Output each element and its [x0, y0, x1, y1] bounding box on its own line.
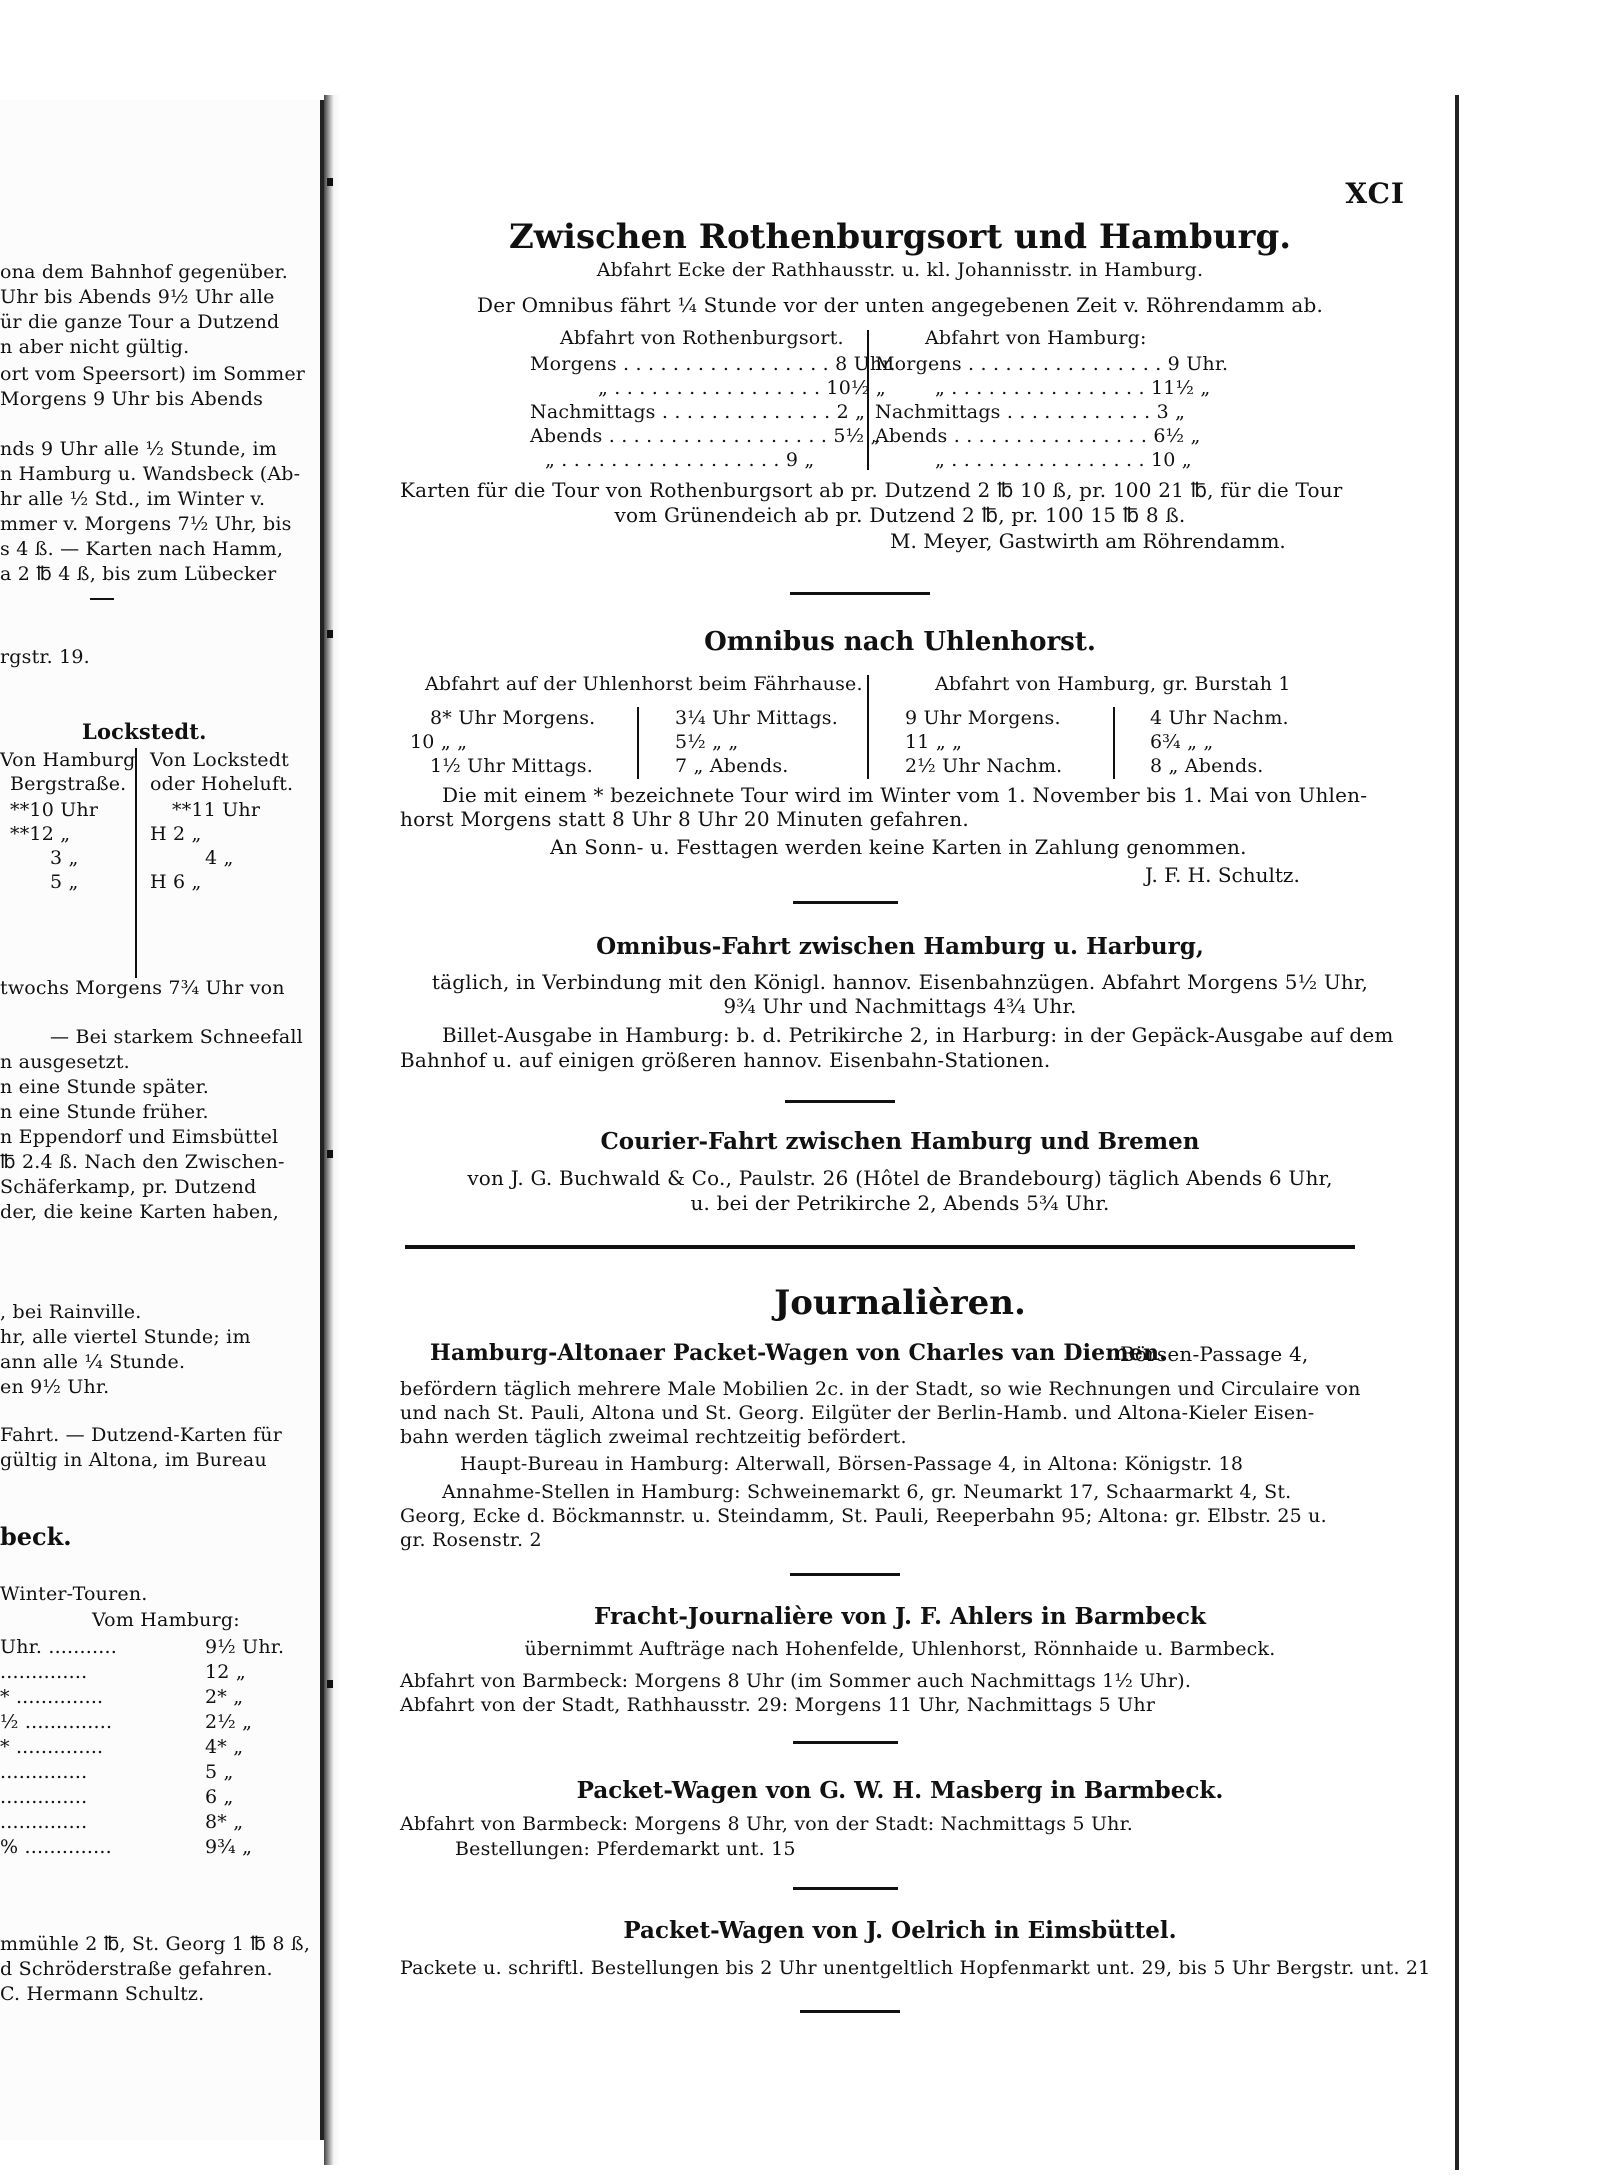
section-rule: [793, 1887, 898, 1890]
left-tick: [90, 598, 114, 600]
body-line: Georg, Ecke d. Böckmannstr. u. Steindamm, St. Pauli, Reeperbahn 95; Altona: gr. Elbstr. 25 u.: [400, 1505, 1327, 1527]
note-line: Die mit einem * bezeichnete Tour wird im Winter vom 1. November bis 1. Mai von Uhlen-: [442, 783, 1368, 807]
barmbeck-row: ..............: [0, 1661, 88, 1683]
schedule-row: 7 „ Abends.: [675, 755, 789, 777]
schedule-row: 4 Uhr Nachm.: [1150, 707, 1289, 729]
barmbeck-row: % ..............: [0, 1836, 112, 1858]
lockstedt-row: **11 Uhr: [172, 799, 261, 821]
spine-mark: [327, 1680, 333, 1688]
left-line: mmer v. Morgens 7½ Uhr, bis: [0, 513, 292, 535]
schedule-row: 11 „ „: [905, 731, 963, 753]
body-line: u. bei der Petrikirche 2, Abends 5¾ Uhr.: [690, 1191, 1110, 1215]
lockstedt-head-right: oder Hoheluft.: [150, 773, 294, 795]
lockstedt-head-left: Bergstraße.: [10, 773, 127, 795]
body-line: Annahme-Stellen in Hamburg: Schweinemarkt 6, gr. Neumarkt 17, Schaarmarkt 4, St.: [442, 1481, 1292, 1503]
barmbeck-row: Uhr. ...........: [0, 1636, 117, 1658]
barmbeck-row: ½ ..............: [0, 1711, 113, 1733]
section-rule: [785, 1100, 895, 1103]
schedule-head-right: Abfahrt von Hamburg, gr. Burstah 1: [935, 673, 1291, 695]
schedule-row: Morgens . . . . . . . . . . . . . . . . . 8 Uhr.: [530, 353, 896, 375]
left-line: mmühle 2 ℔, St. Georg 1 ℔ 8 ß,: [0, 1933, 311, 1955]
barmbeck-row-value: 6 „: [205, 1786, 234, 1808]
note-line: An Sonn- u. Festtagen werden keine Karten in Zahlung genommen.: [550, 835, 1247, 859]
barmbeck-row-value: 12 „: [205, 1661, 246, 1683]
barmbeck-row-value: 5 „: [205, 1761, 234, 1783]
left-line: — Bei starkem Schneefall: [50, 1026, 303, 1048]
barmbeck-title: beck.: [0, 1522, 72, 1551]
major-rule: [405, 1245, 1355, 1249]
section-subtitle: Abfahrt Ecke der Rathhausstr. u. kl. Johannisstr. in Hamburg.: [596, 259, 1204, 281]
left-line: nds 9 Uhr alle ½ Stunde, im: [0, 438, 278, 460]
barmbeck-row-value: 2½ „: [205, 1711, 253, 1733]
book-gutter: [324, 95, 340, 2165]
schedule-row: 3¼ Uhr Mittags.: [675, 707, 838, 729]
schedule-head-left: Abfahrt von Rothenburgsort.: [560, 327, 844, 349]
schedule-row: 5½ „ „: [675, 731, 739, 753]
subsection-title: Hamburg-Altonaer Packet-Wagen von Charles van Diemen.: [430, 1340, 1168, 1366]
body-line: Haupt-Bureau in Hamburg: Alterwall, Börsen-Passage 4, in Altona: Königstr. 18: [460, 1453, 1244, 1475]
barmbeck-row: ..............: [0, 1811, 88, 1833]
body-line: gr. Rosenstr. 2: [400, 1529, 542, 1551]
left-line: Uhr bis Abends 9½ Uhr alle: [0, 286, 275, 308]
lockstedt-row: H 2 „: [150, 823, 202, 845]
lockstedt-row: **10 Uhr: [10, 799, 99, 821]
spine-mark: [327, 178, 333, 186]
schedule-row: Abends . . . . . . . . . . . . . . . . . . 5½ „: [530, 425, 881, 447]
left-line: der, die keine Karten haben,: [0, 1201, 279, 1223]
section-rule: [790, 592, 930, 595]
schedule-row: 6¾ „ „: [1150, 731, 1214, 753]
schedule-row: Nachmittags . . . . . . . . . . . . . . 2 „: [530, 401, 866, 423]
body-line: von J. G. Buchwald & Co., Paulstr. 26 (Hôtel de Brandebourg) täglich Abends 6 Uhr,: [467, 1166, 1333, 1190]
schedule-row: „ . . . . . . . . . . . . . . . . 10 „: [935, 449, 1192, 471]
prices-line: vom Grünendeich ab pr. Dutzend 2 ℔, pr. 100 15 ℔ 8 ß.: [614, 503, 1186, 527]
barmbeck-row-value: 9¾ „: [205, 1836, 253, 1858]
barmbeck-row: ..............: [0, 1786, 88, 1808]
prices-line: Karten für die Tour von Rothenburgsort ab pr. Dutzend 2 ℔ 10 ß, pr. 100 21 ℔, für die Tour: [400, 478, 1343, 502]
section-title-masberg: Packet-Wagen von G. W. H. Masberg in Barmbeck.: [576, 1777, 1224, 1804]
barmbeck-row: * ..............: [0, 1736, 104, 1758]
left-line: ℔ 2.4 ß. Nach den Zwischen-: [0, 1151, 285, 1173]
spine-mark: [327, 1150, 333, 1158]
schedule-divider: [867, 330, 869, 470]
lockstedt-row: 5 „: [50, 871, 79, 893]
signature: J. F. H. Schultz.: [1145, 863, 1300, 887]
lockstedt-title: Lockstedt.: [82, 719, 207, 744]
left-line: Fahrt. — Dutzend-Karten für: [0, 1424, 282, 1446]
barmbeck-row: ..............: [0, 1761, 88, 1783]
body-line: und nach St. Pauli, Altona und St. Georg. Eilgüter der Berlin-Hamb. und Altona-Kieler Eisen-: [400, 1402, 1315, 1424]
lockstedt-row: **12 „: [10, 823, 71, 845]
schedule-head-right: Abfahrt von Hamburg:: [925, 327, 1147, 349]
body-line: Bahnhof u. auf einigen größeren hannov. Eisenbahn-Stationen.: [400, 1048, 1051, 1072]
left-line: n eine Stunde später.: [0, 1076, 210, 1098]
left-line: ona dem Bahnhof gegenüber.: [0, 261, 288, 283]
left-line: gültig in Altona, im Bureau: [0, 1449, 267, 1471]
barmbeck-row-value: 2* „: [205, 1686, 244, 1708]
spine-mark: [327, 630, 333, 638]
section-rule: [793, 1741, 898, 1744]
section-rule: [800, 2010, 900, 2013]
schedule-row: Abends . . . . . . . . . . . . . . . . 6½ „: [875, 425, 1201, 447]
section-title-rothenburgsort: Zwischen Rothenburgsort und Hamburg.: [508, 217, 1292, 257]
left-line: hr, alle viertel Stunde; im: [0, 1326, 251, 1348]
left-line: hr alle ½ Std., im Winter v.: [0, 488, 266, 510]
section-title-journalieren: Journalièren.: [774, 1283, 1026, 1323]
schedule-row: 9 Uhr Morgens.: [905, 707, 1061, 729]
left-line: s 4 ß. — Karten nach Hamm,: [0, 538, 284, 560]
left-line: rgstr. 19.: [0, 646, 90, 668]
page-number: XCI: [1345, 177, 1405, 210]
body-line: Bestellungen: Pferdemarkt unt. 15: [455, 1838, 796, 1860]
left-line: ort vom Speersort) im Sommer: [0, 363, 306, 385]
schedule-row: 1½ Uhr Mittags.: [430, 755, 593, 777]
signature: M. Meyer, Gastwirth am Röhrendamm.: [890, 529, 1286, 553]
left-line: Schäferkamp, pr. Dutzend: [0, 1176, 257, 1198]
schedule-row: Morgens . . . . . . . . . . . . . . . . 9 Uhr.: [875, 353, 1229, 375]
body-line: Packete u. schriftl. Bestellungen bis 2 Uhr unentgeltlich Hopfenmarkt unt. 29, bis 5 Uhr Bergstr. unt. 21: [400, 1957, 1431, 1979]
barmbeck-row-value: 8* „: [205, 1811, 244, 1833]
left-line: twochs Morgens 7¾ Uhr von: [0, 977, 285, 999]
left-line: n aber nicht gültig.: [0, 336, 190, 358]
vom-hamburg-label: Vom Hamburg:: [92, 1609, 240, 1631]
schedule-divider: [637, 707, 639, 779]
barmbeck-row: * ..............: [0, 1686, 104, 1708]
left-facing-page: [0, 100, 324, 2140]
left-line: n ausgesetzt.: [0, 1051, 130, 1073]
lockstedt-row: 4 „: [205, 847, 234, 869]
barmbeck-row-value: 9½ Uhr.: [205, 1636, 285, 1658]
schedule-row: Nachmittags . . . . . . . . . . . . 3 „: [875, 401, 1186, 423]
lockstedt-divider: [135, 748, 137, 978]
section-title-ahlers: Fracht-Journalière von J. F. Ahlers in Barmbeck: [594, 1603, 1206, 1630]
left-line: n Eppendorf und Eimsbüttel: [0, 1126, 279, 1148]
section-rule: [793, 901, 898, 904]
left-line: n eine Stunde früher.: [0, 1101, 209, 1123]
body-line: täglich, in Verbindung mit den Königl. hannov. Eisenbahnzügen. Abfahrt Morgens 5½ Uhr,: [431, 970, 1369, 994]
body-line: Abfahrt von Barmbeck: Morgens 8 Uhr (im Sommer auch Nachmittags 1½ Uhr).: [400, 1670, 1192, 1692]
left-line: Morgens 9 Uhr bis Abends: [0, 388, 264, 410]
section-title-bremen: Courier-Fahrt zwischen Hamburg und Bremen: [600, 1128, 1200, 1155]
schedule-row: 10 „ „: [410, 731, 468, 753]
body-line: Billet-Ausgabe in Hamburg: b. d. Petrikirche 2, in Harburg: in der Gepäck-Ausgabe auf dem: [442, 1023, 1394, 1047]
note-line: horst Morgens statt 8 Uhr 8 Uhr 20 Minuten gefahren.: [400, 807, 969, 831]
schedule-row: 8* Uhr Morgens.: [430, 707, 596, 729]
section-title-uhlenhorst: Omnibus nach Uhlenhorst.: [704, 627, 1096, 657]
left-line: C. Hermann Schultz.: [0, 1983, 205, 2005]
left-line: ür die ganze Tour a Dutzend: [0, 311, 280, 333]
body-line: Abfahrt von der Stadt, Rathhausstr. 29: Morgens 11 Uhr, Nachmittags 5 Uhr: [400, 1694, 1156, 1716]
left-line: d Schröderstraße gefahren.: [0, 1958, 273, 1980]
section-title-oelrich: Packet-Wagen von J. Oelrich in Eimsbüttel.: [623, 1917, 1177, 1944]
schedule-row: „ . . . . . . . . . . . . . . . . . 10½ „: [598, 377, 886, 399]
schedule-row: 8 „ Abends.: [1150, 755, 1264, 777]
winter-touren-label: Winter-Touren.: [0, 1583, 148, 1605]
lockstedt-row: 3 „: [50, 847, 79, 869]
schedule-divider: [867, 675, 869, 779]
lockstedt-head-left: Von Hamburg: [0, 749, 136, 771]
left-line: en 9½ Uhr.: [0, 1376, 110, 1398]
body-line: übernimmt Aufträge nach Hohenfelde, Uhlenhorst, Rönnhaide u. Barmbeck.: [524, 1638, 1276, 1660]
lockstedt-row: H 6 „: [150, 871, 202, 893]
subsection-address: Börsen-Passage 4,: [1120, 1342, 1309, 1366]
section-title-harburg: Omnibus-Fahrt zwischen Hamburg u. Harburg,: [596, 933, 1204, 960]
left-line: , bei Rainville.: [0, 1301, 142, 1323]
left-line: n Hamburg u. Wandsbeck (Ab-: [0, 463, 301, 485]
schedule-row: 2½ Uhr Nachm.: [905, 755, 1063, 777]
left-line: a 2 ℔ 4 ß, bis zum Lübecker: [0, 563, 277, 585]
section-note: Der Omnibus fährt ¼ Stunde vor der unten angegebenen Zeit v. Röhrendamm ab.: [476, 293, 1323, 317]
body-line: Abfahrt von Barmbeck: Morgens 8 Uhr, von der Stadt: Nachmittags 5 Uhr.: [400, 1813, 1134, 1835]
schedule-row: „ . . . . . . . . . . . . . . . . . . 9 „: [545, 449, 815, 471]
right-page: [345, 95, 1459, 2170]
body-line: befördern täglich mehrere Male Mobilien 2c. in der Stadt, so wie Rechnungen und Circulaire von: [400, 1378, 1361, 1400]
schedule-row: „ . . . . . . . . . . . . . . . . 11½ „: [935, 377, 1211, 399]
section-rule: [790, 1573, 900, 1576]
lockstedt-head-right: Von Lockstedt: [150, 749, 289, 771]
schedule-head-left: Abfahrt auf der Uhlenhorst beim Fährhause.: [425, 673, 863, 695]
body-line: bahn werden täglich zweimal rechtzeitig befördert.: [400, 1426, 907, 1448]
barmbeck-row-value: 4* „: [205, 1736, 244, 1758]
schedule-divider: [1113, 707, 1115, 779]
left-line: ann alle ¼ Stunde.: [0, 1351, 186, 1373]
body-line: 9¾ Uhr und Nachmittags 4¾ Uhr.: [723, 994, 1077, 1018]
